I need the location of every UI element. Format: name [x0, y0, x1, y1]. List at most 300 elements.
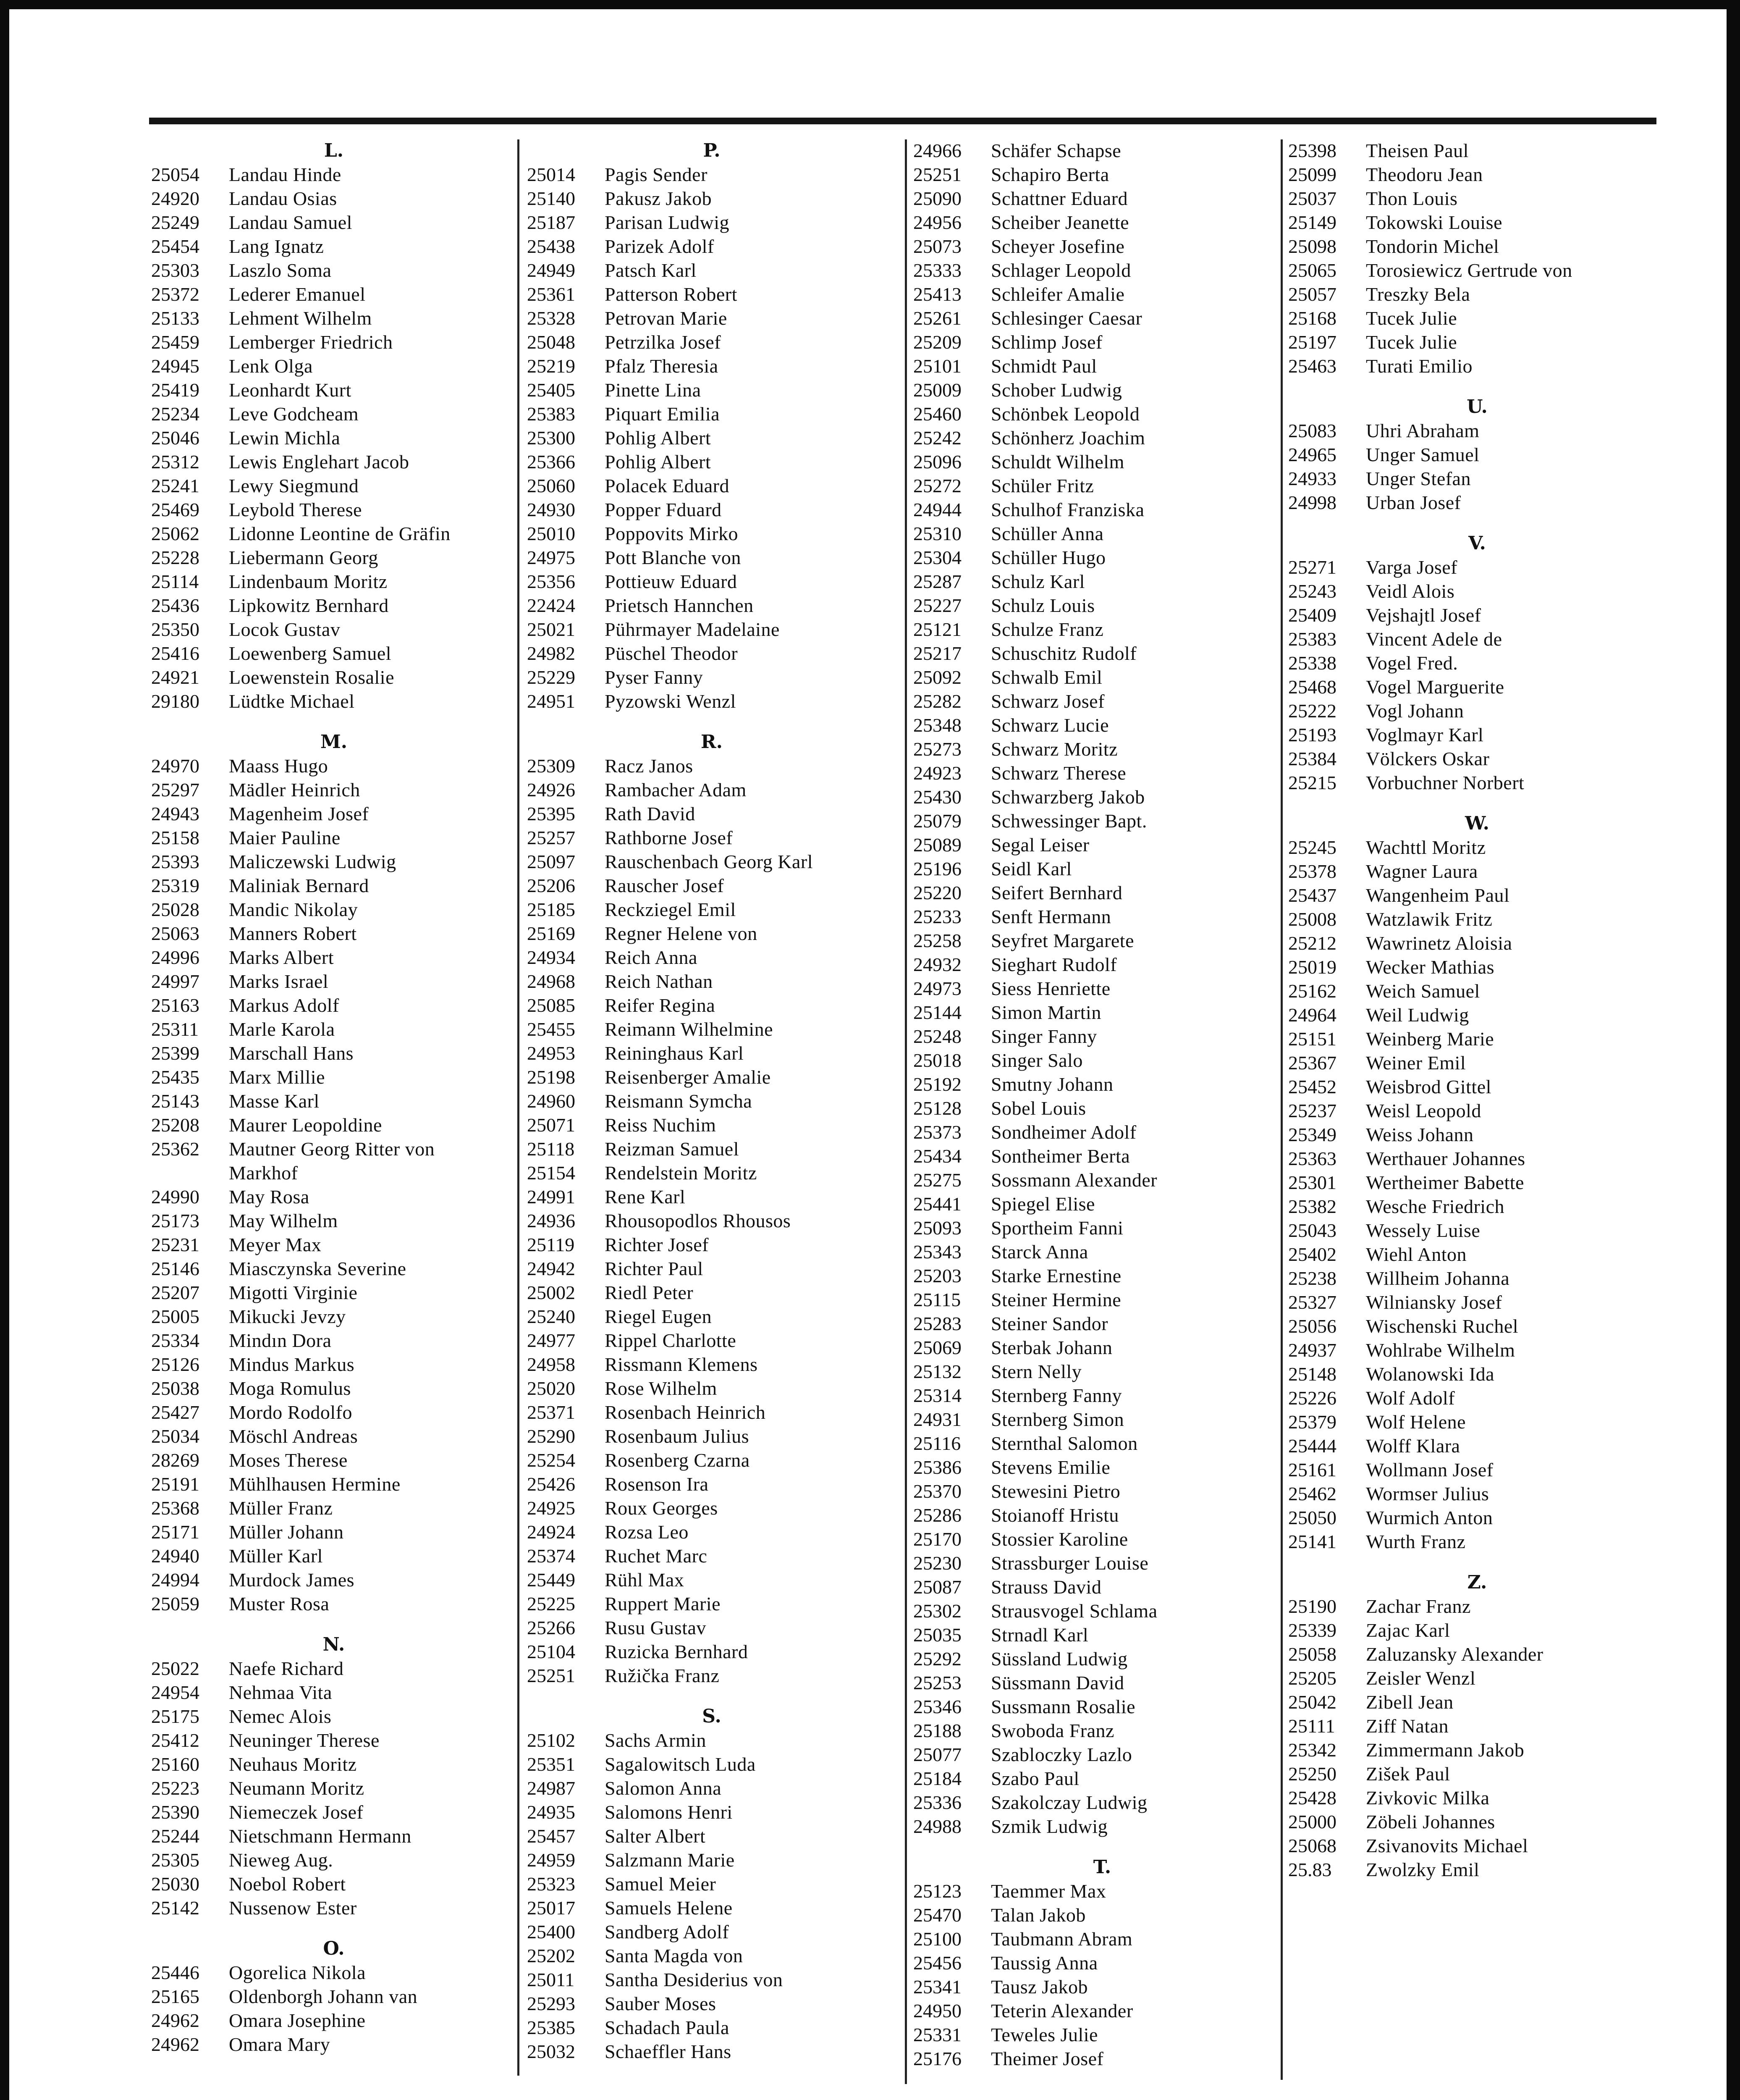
list-item [151, 1185, 516, 1209]
list-item [1288, 443, 1666, 467]
entry-number: 25334 [151, 1330, 199, 1351]
entry-name: Sieghart Rudolf [991, 954, 1117, 975]
list-item [1288, 555, 1666, 579]
list-item [527, 1161, 896, 1185]
list-item [527, 1520, 896, 1544]
entry-number: 25395 [527, 803, 575, 824]
list-item [913, 1312, 1291, 1336]
entry-name: Meyer Max [229, 1234, 322, 1255]
list-item [527, 1400, 896, 1424]
entry-number: 25258 [913, 930, 962, 951]
entry-name: Schönbek Leopold [991, 403, 1140, 425]
list-item [151, 306, 516, 330]
entry-name: Schuldt Wilhelm [991, 451, 1124, 472]
list-item [913, 1719, 1291, 1743]
entry-name: Polacek Eduard [605, 475, 729, 496]
entry-number: 25225 [527, 1593, 575, 1614]
list-item [527, 1872, 896, 1896]
section-letter: V. [1468, 533, 1486, 554]
entry-name: Neuninger Therese [229, 1730, 380, 1751]
entry-name: Siess Henriette [991, 978, 1111, 999]
section-gap [1288, 1554, 1666, 1570]
entry-name: Weiner Emil [1366, 1052, 1466, 1074]
entry-name: Santha Desiderius von [605, 1969, 783, 1990]
list-item [527, 1376, 896, 1400]
entry-number: 25154 [527, 1162, 575, 1184]
list-item [1288, 1123, 1666, 1147]
entry-name: Omara Mary [229, 2034, 330, 2055]
entry-name: Pührmayer Madelaine [605, 619, 780, 640]
entry-name: Ruchet Marc [605, 1545, 708, 1567]
entry-number: 25168 [1288, 307, 1336, 329]
list-item [913, 785, 1291, 809]
list-item [913, 522, 1291, 546]
list-item [151, 1281, 516, 1305]
entry-name: Nemec Alois [229, 1706, 332, 1727]
list-item [527, 1352, 896, 1376]
list-item [1288, 579, 1666, 603]
column-2 [527, 139, 896, 2063]
entry-name: Strausvogel Schlama [991, 1600, 1158, 1622]
list-item [913, 450, 1291, 474]
list-item [527, 1472, 896, 1496]
list-item [913, 1431, 1291, 1455]
entry-name: Seyfret Margarete [991, 930, 1134, 951]
entry-number: 25319 [151, 875, 199, 896]
entry-number: 25243 [1288, 580, 1336, 602]
entry-name: Ruppert Marie [605, 1593, 721, 1614]
list-item [1288, 979, 1666, 1003]
entry-name: Schulze Franz [991, 619, 1104, 640]
entry-name: Nieweg Aug. [229, 1849, 333, 1871]
entry-number: 25237 [1288, 1100, 1336, 1121]
entry-number: 25251 [913, 164, 962, 185]
entry-number: 25073 [913, 236, 962, 257]
entry-name: Moses Therese [229, 1449, 348, 1471]
entry-name: Sondheimer Adolf [991, 1121, 1137, 1143]
entry-name: Richter Paul [605, 1258, 703, 1279]
list-item [1288, 699, 1666, 723]
list-item [527, 1824, 896, 1848]
list-item [151, 546, 516, 570]
list-item [527, 1544, 896, 1568]
list-item [913, 1767, 1291, 1790]
entry-name: Theodoru Jean [1366, 164, 1483, 185]
entry-number: 25261 [913, 307, 962, 329]
section-gap [151, 1616, 516, 1633]
list-item [1288, 1714, 1666, 1738]
list-item [913, 737, 1291, 761]
entry-number: 25083 [1288, 420, 1336, 441]
entry-number: 25402 [1288, 1244, 1336, 1265]
entry-name: Wurmich Anton [1366, 1507, 1493, 1528]
entry-name: May Wilhelm [229, 1210, 338, 1231]
entry-number: 24987 [527, 1777, 575, 1799]
list-item [527, 234, 896, 258]
section-gap [527, 713, 896, 730]
list-item [1288, 1027, 1666, 1051]
list-item [527, 354, 896, 378]
list-item [527, 1448, 896, 1472]
entry-number: 25373 [913, 1121, 962, 1143]
entry-name: Swoboda Franz [991, 1720, 1114, 1741]
entry-name: Lüdtke Michael [229, 690, 355, 712]
list-item [527, 282, 896, 306]
entry-name: Lindenbaum Moritz [229, 571, 388, 592]
entry-number: 25382 [1288, 1196, 1336, 1217]
column-divider [517, 139, 519, 2076]
entry-name: Weisl Leopold [1366, 1100, 1481, 1121]
entry-name: Stern Nelly [991, 1361, 1082, 1382]
entry-name: Salomons Henri [605, 1801, 733, 1823]
list-item [151, 2032, 516, 2056]
entry-name: Rath David [605, 803, 695, 824]
entry-name: Mindın Dora [229, 1330, 332, 1351]
list-item [527, 665, 896, 689]
entry-name: Lewy Siegmund [229, 475, 359, 496]
entry-number: 25198 [527, 1066, 575, 1088]
section-letter: O. [323, 1938, 345, 1959]
list-item [151, 234, 516, 258]
entry-number: 24991 [527, 1186, 575, 1208]
list-item [1288, 771, 1666, 795]
entry-number: 25089 [913, 834, 962, 856]
list-item [1288, 955, 1666, 979]
entry-number: 24945 [151, 355, 199, 377]
entry-number: 25123 [913, 1880, 962, 1902]
list-item [151, 1824, 516, 1848]
entry-number: 25427 [151, 1402, 199, 1423]
list-item [1288, 1338, 1666, 1362]
entry-name: Taemmer Max [991, 1880, 1106, 1902]
entry-name: Teweles Julie [991, 2024, 1098, 2045]
list-item [527, 778, 896, 802]
entry-number: 24936 [527, 1210, 575, 1231]
list-item [527, 921, 896, 945]
entry-number: 25099 [1288, 164, 1336, 185]
entry-number: 25393 [151, 851, 199, 872]
entry-name: Vincent Adele de [1366, 628, 1502, 650]
entry-name: Murdock James [229, 1569, 355, 1591]
list-item [151, 617, 516, 641]
list-item [1288, 723, 1666, 747]
entry-name: Muster Rosa [229, 1593, 330, 1614]
entry-name: Singer Fanny [991, 1026, 1097, 1047]
list-item [1288, 1786, 1666, 1810]
entry-name: Migotti Virginie [229, 1282, 358, 1303]
entry-number: 25436 [151, 595, 199, 616]
entry-name: Reich Nathan [605, 971, 713, 992]
entry-name: Seifert Bernhard [991, 882, 1123, 903]
list-item [151, 474, 516, 498]
list-item [527, 163, 896, 186]
entry-name: Rissmann Klemens [605, 1354, 758, 1375]
entry-name: Zivkovic Milka [1366, 1787, 1490, 1809]
entry-number: 24966 [913, 140, 962, 161]
entry-name: Rauscher Josef [605, 875, 724, 896]
list-item [913, 1360, 1291, 1383]
entry-name: Rippel Charlotte [605, 1330, 736, 1351]
list-item [527, 1776, 896, 1800]
entry-name: Salter Albert [605, 1825, 706, 1847]
entry-number: 25000 [1288, 1811, 1336, 1832]
entry-number: 25098 [1288, 236, 1336, 257]
list-item [1288, 306, 1666, 330]
entry-name: Smutny Johann [991, 1074, 1114, 1095]
entry-number: 25390 [151, 1801, 199, 1823]
entry-name: Varga Josef [1366, 556, 1457, 578]
entry-name: Schober Ludwig [991, 379, 1122, 401]
entry-name: Reismann Symcha [605, 1090, 752, 1112]
entry-name: Lemberger Friedrich [229, 331, 393, 353]
list-item [913, 186, 1291, 210]
entry-number: 25333 [913, 260, 962, 281]
list-item [151, 874, 516, 898]
entry-number: 25115 [913, 1289, 961, 1310]
list-item [913, 402, 1291, 426]
entry-number: 25350 [151, 619, 199, 640]
entry-name: Maurer Leopoldine [229, 1114, 382, 1136]
entry-number: 25228 [151, 547, 199, 568]
entry-number: 22424 [527, 595, 575, 616]
list-item [1288, 859, 1666, 883]
list-item [151, 498, 516, 522]
entry-name: Schlesinger Caesar [991, 307, 1143, 329]
entry-name: Theimer Josef [991, 2048, 1104, 2069]
entry-number: 24933 [1288, 468, 1336, 489]
entry-name: Mädler Heinrich [229, 779, 360, 801]
entry-number: 25114 [151, 571, 199, 592]
list-item [151, 689, 516, 713]
entry-name: Steiner Sandor [991, 1313, 1108, 1334]
entry-name: Samuels Helene [605, 1897, 733, 1919]
entry-name: Landau Samuel [229, 212, 352, 233]
list-item [1288, 1051, 1666, 1075]
entry-name: Schüller Hugo [991, 547, 1106, 568]
list-item [527, 498, 896, 522]
entry-name: Neuhaus Moritz [229, 1754, 357, 1775]
entry-number: 25435 [151, 1066, 199, 1088]
entry-name: Mordo Rodolfo [229, 1402, 352, 1423]
entry-name: Omara Josephine [229, 2010, 366, 2031]
entry-name: Seidl Karl [991, 858, 1072, 879]
entry-name: Rosenbaum Julius [605, 1425, 749, 1447]
entry-number: 25208 [151, 1114, 199, 1136]
entry-name: Samuel Meier [605, 1873, 716, 1895]
entry-name: Tucek Julie [1366, 331, 1457, 353]
column-1 [151, 139, 516, 2056]
list-item [151, 921, 516, 945]
entry-number: 25383 [527, 403, 575, 425]
entry-number: 25341 [913, 1976, 962, 1998]
entry-name: Laszlo Soma [229, 260, 332, 281]
entry-number: 25287 [913, 571, 962, 592]
entry-number: 25227 [913, 595, 962, 616]
entry-name: Wiehl Anton [1366, 1244, 1467, 1265]
entry-name: Weinberg Marie [1366, 1028, 1494, 1050]
entry-number: 25032 [527, 2041, 575, 2062]
entry-name: Scheyer Josefine [991, 236, 1125, 257]
entry-name: Petrzilka Josef [605, 331, 721, 353]
list-item [1288, 1858, 1666, 1882]
column-3 [913, 139, 1291, 2071]
entry-number: 25452 [1288, 1076, 1336, 1097]
entry-number: 24926 [527, 779, 575, 801]
list-item [1288, 1242, 1666, 1266]
entry-name: Tucek Julie [1366, 307, 1457, 329]
list-item [151, 1472, 516, 1496]
list-item [1288, 186, 1666, 210]
entry-name: Vogel Marguerite [1366, 676, 1504, 698]
entry-name: Wilniansky Josef [1366, 1292, 1502, 1313]
list-item [151, 754, 516, 778]
entry-name: Vogl Johann [1366, 700, 1464, 722]
entry-number: 25101 [913, 355, 962, 377]
list-item [913, 1072, 1291, 1096]
list-item [151, 1704, 516, 1728]
list-item [1288, 1314, 1666, 1338]
entry-name: Pinette Lina [605, 379, 701, 401]
entry-name: Sauber Moses [605, 1993, 716, 2014]
entry-number: 25384 [1288, 748, 1336, 769]
entry-name: Rosenberg Czarna [605, 1449, 750, 1471]
entry-number: 25398 [1288, 140, 1336, 161]
entry-name: Rene Karl [605, 1186, 686, 1208]
list-item [913, 1695, 1291, 1719]
entry-number: 25071 [527, 1114, 575, 1136]
list-item [151, 1592, 516, 1616]
list-item [1288, 675, 1666, 699]
column-divider [1281, 139, 1283, 2080]
section-letter: S. [702, 1706, 721, 1727]
list-item [1288, 747, 1666, 771]
list-item [913, 282, 1291, 306]
entry-name: Rose Wilhelm [605, 1378, 717, 1399]
section-letter: U. [1467, 396, 1488, 417]
list-item [527, 1305, 896, 1328]
list-item [151, 1376, 516, 1400]
list-item [1288, 330, 1666, 354]
list-item [151, 1496, 516, 1520]
entry-name: Sandberg Adolf [605, 1921, 729, 1942]
entry-number: 25233 [913, 906, 962, 927]
entry-number: 24962 [151, 2034, 199, 2055]
list-item [151, 522, 516, 546]
list-item [151, 378, 516, 402]
entry-name: Marks Albert [229, 947, 334, 968]
entry-name: Roux Georges [605, 1497, 718, 1519]
entry-number: 24970 [151, 755, 199, 777]
entry-name: Rosenson Ira [605, 1473, 709, 1495]
entry-name: Zimmermann Jakob [1366, 1739, 1525, 1761]
list-item [1288, 1762, 1666, 1786]
entry-number: 25416 [151, 643, 199, 664]
entry-name: Popper Fduard [605, 499, 722, 520]
entry-number: 25002 [527, 1282, 575, 1303]
list-item [151, 1400, 516, 1424]
entry-number: 24921 [151, 667, 199, 688]
entry-number: 25170 [913, 1528, 962, 1550]
entry-number: 25349 [1288, 1124, 1336, 1145]
entry-number: 25050 [1288, 1507, 1336, 1528]
entry-name: Mikucki Jevzy [229, 1306, 346, 1327]
entry-name: Wolff Klara [1366, 1435, 1460, 1457]
entry-number: 25119 [527, 1234, 575, 1255]
entry-number: 25162 [1288, 980, 1336, 1002]
entry-number: 25234 [151, 403, 199, 425]
entry-name: Nussenow Ester [229, 1897, 357, 1919]
entry-name: Torosiewicz Gertrude von [1366, 260, 1572, 281]
entry-number: 25060 [527, 475, 575, 496]
entry-name: Regner Helene von [605, 923, 757, 944]
list-item [151, 1520, 516, 1544]
entry-name: Stevens Emilie [991, 1457, 1111, 1478]
entry-number: 25140 [527, 188, 575, 209]
entry-name: Wischenski Ruchel [1366, 1315, 1519, 1337]
entry-number: 25187 [527, 212, 575, 233]
entry-name: Schwalb Emil [991, 667, 1103, 688]
list-item [527, 306, 896, 330]
list-item [151, 1656, 516, 1680]
entry-name: Rozsa Leo [605, 1521, 689, 1543]
entry-name: Thon Louis [1366, 188, 1458, 209]
entry-number: 25374 [527, 1545, 575, 1567]
list-item [913, 1288, 1291, 1312]
entry-name: Weiss Johann [1366, 1124, 1474, 1145]
section-gap [1288, 795, 1666, 811]
entry-name: Weich Samuel [1366, 980, 1480, 1002]
entry-name: Niemeczek Josef [229, 1801, 364, 1823]
list-item [913, 641, 1291, 665]
entry-number: 24954 [151, 1682, 199, 1703]
list-item [1288, 234, 1666, 258]
entry-number: 25.83 [1288, 1859, 1332, 1880]
list-item [527, 1041, 896, 1065]
entry-name: Rusu Gustav [605, 1617, 706, 1638]
list-item [1288, 1690, 1666, 1714]
list-item [527, 1944, 896, 1968]
list-item [151, 1961, 516, 1984]
entry-number: 24990 [151, 1186, 199, 1208]
list-item [527, 993, 896, 1017]
entry-name: Lenk Olga [229, 355, 313, 377]
list-item [913, 330, 1291, 354]
list-item [913, 546, 1291, 570]
list-item [527, 1233, 896, 1257]
entry-name: Schmidt Paul [991, 355, 1097, 377]
entry-name: Maier Pauline [229, 827, 341, 848]
entry-name: Tokowski Louise [1366, 212, 1502, 233]
entry-name: Süssmann David [991, 1672, 1124, 1693]
entry-number: 25202 [527, 1945, 575, 1966]
entry-name: Weisbrod Gittel [1366, 1076, 1491, 1097]
list-item [913, 1192, 1291, 1216]
entry-number: 25219 [527, 355, 575, 377]
entry-number: 25413 [913, 284, 962, 305]
section-letter: P. [703, 140, 721, 161]
entry-number: 25079 [913, 810, 962, 832]
list-item [1288, 282, 1666, 306]
list-item [913, 306, 1291, 330]
entry-number: 25092 [913, 667, 962, 688]
entry-number: 25184 [913, 1768, 962, 1789]
entry-number: 25238 [1288, 1268, 1336, 1289]
entry-number: 25271 [1288, 556, 1336, 578]
list-item [1288, 1594, 1666, 1618]
list-item [913, 1551, 1291, 1575]
entry-number: 24951 [527, 690, 575, 712]
entry-name: Uhri Abraham [1366, 420, 1480, 441]
